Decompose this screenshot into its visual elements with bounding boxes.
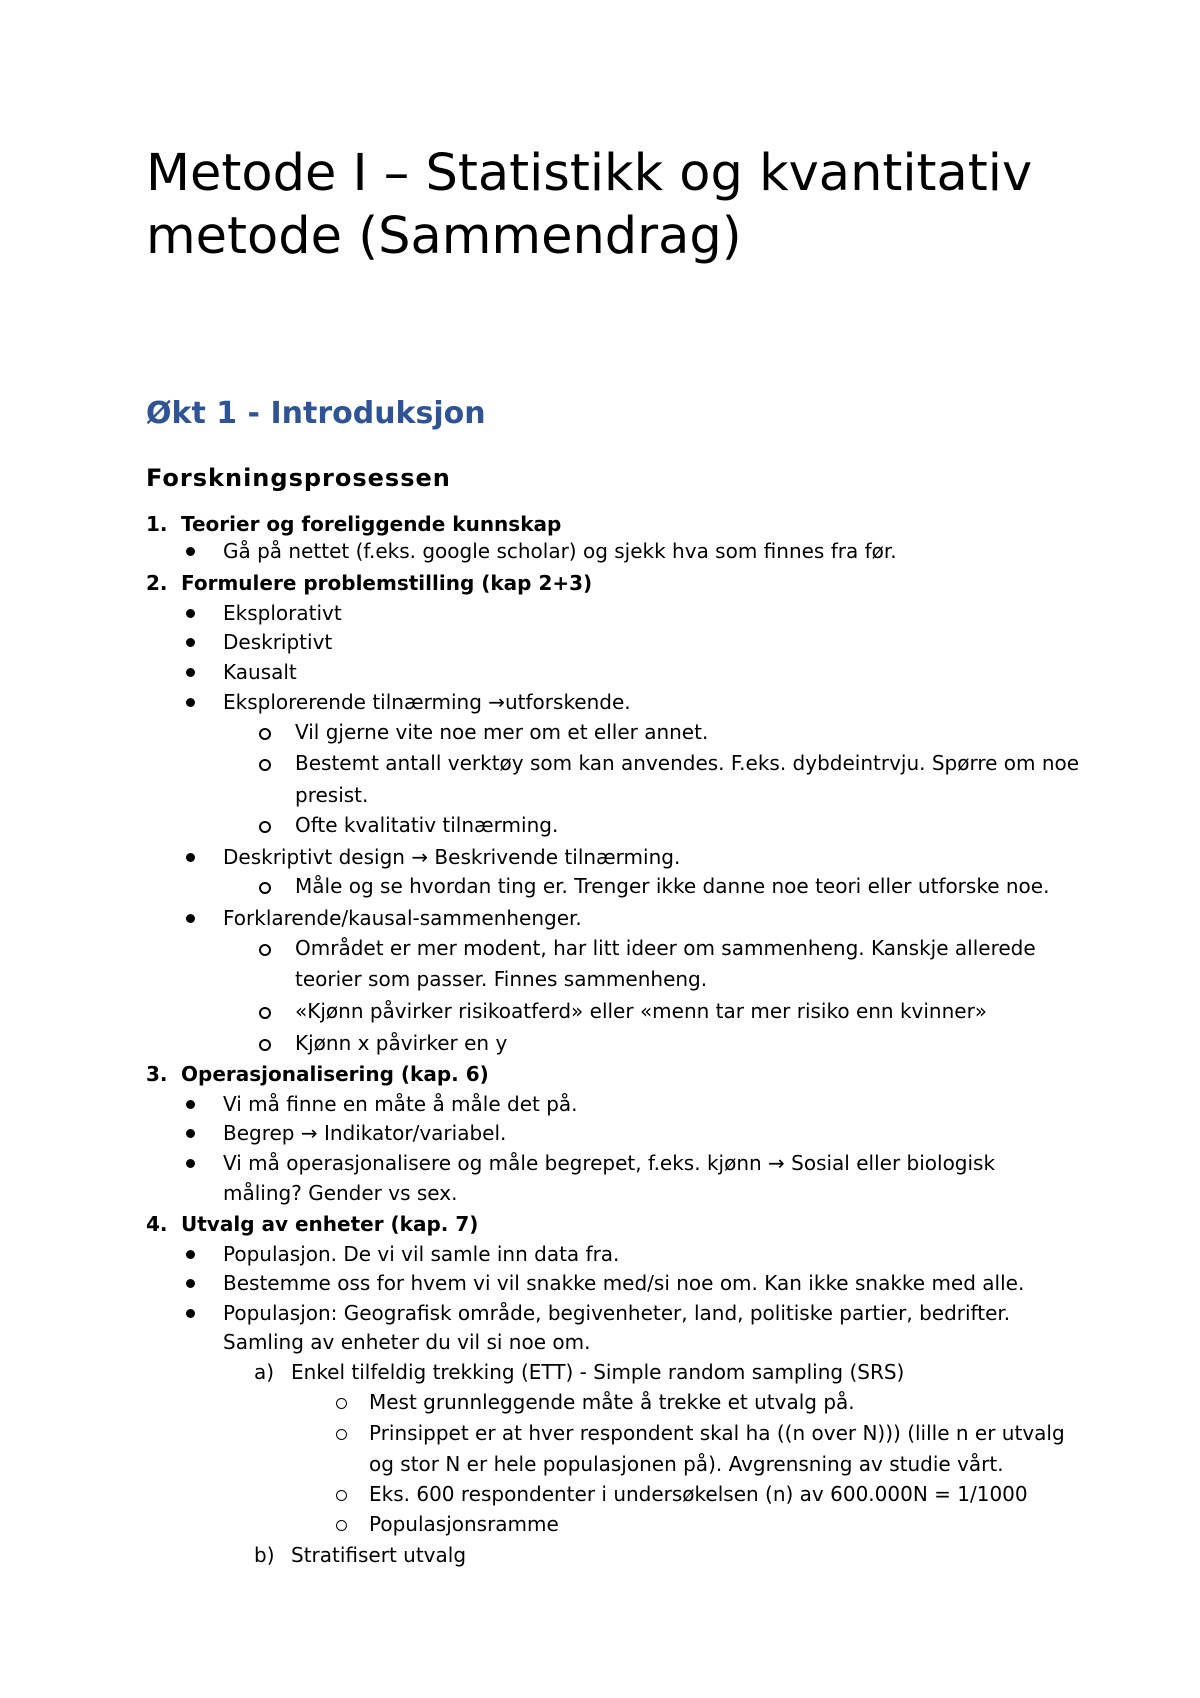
list-number: 1. bbox=[146, 512, 168, 536]
bullet-icon bbox=[186, 668, 195, 677]
list-item: Formulere problemstilling (kap 2+3) bbox=[181, 571, 593, 595]
list-item: måling? Gender vs sex. bbox=[223, 1181, 458, 1205]
list-item: Enkel tilfeldig trekking (ETT) - Simple random sampling (SRS) bbox=[291, 1360, 905, 1384]
list-item: Vi må finne en måte å måle det på. bbox=[223, 1092, 578, 1116]
bullet-icon bbox=[186, 914, 195, 923]
list-item: Mest grunnleggende måte å trekke et utvalg på. bbox=[369, 1390, 855, 1414]
list-item: Kjønn x påvirker en y bbox=[295, 1031, 508, 1055]
circle-bullet-icon bbox=[259, 728, 271, 740]
list-item: Området er mer modent, har litt ideer om sammenheng. Kanskje allerede bbox=[295, 936, 1036, 960]
list-item: Populasjon. De vi vil samle inn data fra. bbox=[223, 1242, 620, 1266]
bullet-icon bbox=[186, 853, 195, 862]
bullet-icon bbox=[186, 1129, 195, 1138]
list-item: «Kjønn påvirker risikoatferd» eller «menn tar mer risiko enn kvinner» bbox=[295, 999, 988, 1023]
list-item: Prinsippet er at hver respondent skal ha ((n over N))) (lille n er utvalg bbox=[369, 1421, 1065, 1445]
session-heading: Økt 1 - Introduksjon bbox=[146, 396, 486, 431]
list-item: Samling av enheter du vil si noe om. bbox=[223, 1330, 591, 1354]
list-item: Utvalg av enheter (kap. 7) bbox=[181, 1212, 479, 1236]
list-item: Ofte kvalitativ tilnærming. bbox=[295, 813, 559, 837]
list-item: Forklarende/kausal-sammenhenger. bbox=[223, 906, 582, 930]
circle-bullet-icon bbox=[336, 1490, 347, 1501]
list-item: Deskriptivt bbox=[223, 630, 333, 654]
list-letter: b) bbox=[254, 1543, 275, 1567]
bullet-icon bbox=[186, 1279, 195, 1288]
list-item: Bestemt antall verktøy som kan anvendes. F.eks. dybdeintrvju. Spørre om noe bbox=[295, 751, 1080, 775]
list-item: Eks. 600 respondenter i undersøkelsen (n) av 600.000N = 1/1000 bbox=[369, 1482, 1028, 1506]
list-item: Eksplorerende tilnærming →utforskende. bbox=[223, 690, 631, 714]
bullet-icon bbox=[186, 1100, 195, 1109]
list-letter: a) bbox=[254, 1360, 275, 1384]
list-number: 3. bbox=[146, 1062, 168, 1086]
list-item: Begrep → Indikator/variabel. bbox=[223, 1121, 507, 1145]
list-item: Populasjonsramme bbox=[369, 1512, 559, 1536]
list-item: Teorier og foreliggende kunnskap bbox=[181, 512, 562, 536]
list-item: teorier som passer. Finnes sammenheng. bbox=[295, 967, 708, 991]
circle-bullet-icon bbox=[259, 1039, 271, 1051]
bullet-icon bbox=[186, 1159, 195, 1168]
section-heading: Forskningsprosessen bbox=[146, 464, 451, 492]
list-number: 4. bbox=[146, 1212, 168, 1236]
list-item: og stor N er hele populasjonen på). Avgrensning av studie vårt. bbox=[369, 1452, 1004, 1476]
list-item: Vil gjerne vite noe mer om et eller annet. bbox=[295, 720, 709, 744]
bullet-icon bbox=[186, 609, 195, 618]
list-item: Deskriptivt design → Beskrivende tilnærming. bbox=[223, 845, 681, 869]
bullet-icon bbox=[186, 1250, 195, 1259]
circle-bullet-icon bbox=[259, 759, 271, 771]
list-item: Gå på nettet (f.eks. google scholar) og sjekk hva som finnes fra før. bbox=[223, 539, 897, 563]
circle-bullet-icon bbox=[259, 1007, 271, 1019]
list-item: Stratifisert utvalg bbox=[291, 1543, 467, 1567]
list-item: Operasjonalisering (kap. 6) bbox=[181, 1062, 489, 1086]
list-item: Populasjon: Geografisk område, begivenheter, land, politiske partier, bedrifter. bbox=[223, 1301, 1011, 1325]
bullet-icon bbox=[186, 698, 195, 707]
bullet-icon bbox=[186, 1309, 195, 1318]
list-number: 2. bbox=[146, 571, 168, 595]
list-item: Kausalt bbox=[223, 660, 297, 684]
list-item: Vi må operasjonalisere og måle begrepet, f.eks. kjønn → Sosial eller biologisk bbox=[223, 1151, 996, 1175]
list-item: Måle og se hvordan ting er. Trenger ikke danne noe teori eller utforske noe. bbox=[295, 874, 1050, 898]
list-item: presist. bbox=[295, 783, 369, 807]
document-title: Metode I – Statistikk og kvantitativ metode (Sammendrag) bbox=[146, 144, 1033, 266]
circle-bullet-icon bbox=[336, 1398, 347, 1409]
list-item: Eksplorativt bbox=[223, 601, 342, 625]
circle-bullet-icon bbox=[259, 821, 271, 833]
circle-bullet-icon bbox=[259, 882, 271, 894]
circle-bullet-icon bbox=[259, 944, 271, 956]
list-item: Bestemme oss for hvem vi vil snakke med/si noe om. Kan ikke snakke med alle. bbox=[223, 1271, 1025, 1295]
circle-bullet-icon bbox=[336, 1520, 347, 1531]
circle-bullet-icon bbox=[336, 1429, 347, 1440]
bullet-icon bbox=[186, 638, 195, 647]
bullet-icon bbox=[186, 547, 195, 556]
